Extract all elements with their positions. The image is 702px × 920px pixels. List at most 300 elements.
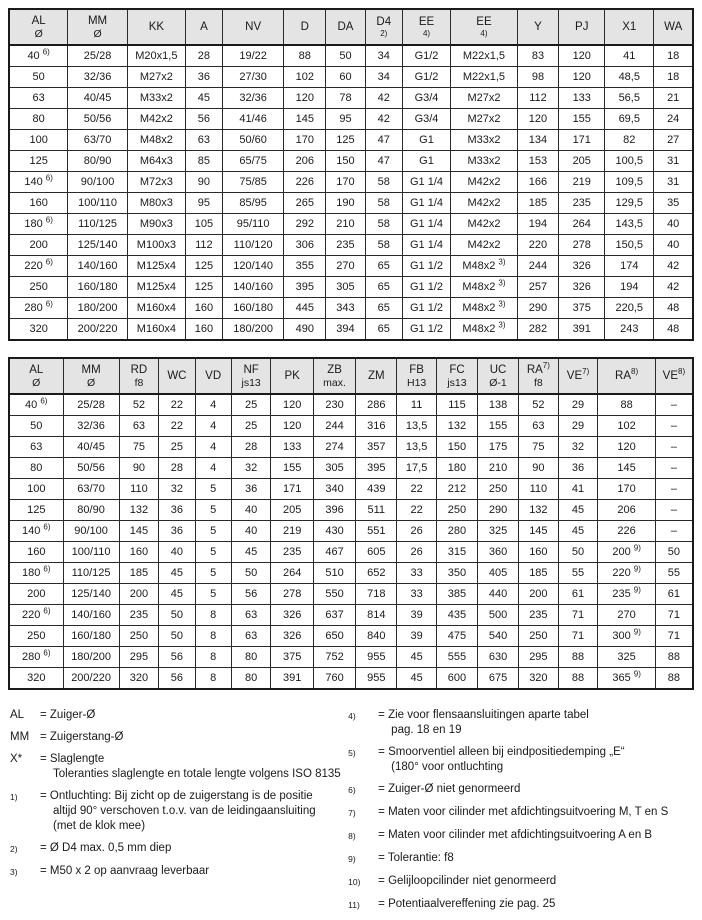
table-cell: 630 <box>478 647 519 668</box>
footnote-text: = Zuiger-Ø niet genormeerd <box>378 783 521 795</box>
table-cell: 58 <box>365 214 402 235</box>
table-cell: 34 <box>365 45 402 67</box>
table-cell: 48,5 <box>605 67 654 88</box>
table-cell: G1 1/4 <box>402 193 451 214</box>
table-cell: 34 <box>365 67 402 88</box>
table-cell: 290 <box>478 500 519 521</box>
table-cell: 22 <box>159 394 195 416</box>
table-cell: 98 <box>517 67 559 88</box>
table-cell: 27 <box>654 130 693 151</box>
table-cell: 180/200 <box>222 319 284 341</box>
column-header: FB H13 <box>397 358 437 394</box>
footnotes-left-column <box>10 708 344 920</box>
footnote-text: = Slaglengte Toleranties slaglengte en totale lengte volgens ISO 8135 <box>40 753 341 780</box>
table-cell: 85/95 <box>222 193 284 214</box>
table-cell: – <box>655 437 693 458</box>
table-cell: 320 <box>9 668 63 690</box>
table-cell: 385 <box>436 584 477 605</box>
table-cell: 435 <box>436 605 477 626</box>
table-cell: 120 <box>559 45 605 67</box>
table-cell: 125 <box>185 277 222 298</box>
table-cell: 132 <box>119 500 159 521</box>
table-cell: 445 <box>284 298 326 319</box>
table-row <box>9 256 693 277</box>
footnote-item <box>10 864 344 880</box>
table-cell: 80/90 <box>68 151 128 172</box>
table-cell: 270 <box>598 605 655 626</box>
table-cell: M48x2 $^{3)}$ <box>451 298 517 319</box>
table-cell: 11 <box>397 394 437 416</box>
table-cell: 206 <box>284 151 326 172</box>
table-cell: 160 <box>9 542 63 563</box>
table-cell: 90 <box>519 458 559 479</box>
footnote-term: 11) <box>348 900 360 910</box>
column-header: PK <box>271 358 313 394</box>
table-cell: 343 <box>326 298 366 319</box>
table-row <box>9 193 693 214</box>
table-cell: 235 <box>559 193 605 214</box>
table-cell: 45 <box>558 500 598 521</box>
table-row <box>9 668 693 690</box>
table-cell: 56 <box>231 584 271 605</box>
table-cell: 41 <box>605 45 654 67</box>
table-cell: 185 <box>517 193 559 214</box>
table-cell: 71 <box>655 605 693 626</box>
table-cell: 365 $^{9)}$ <box>598 668 655 690</box>
table-cell: 200 <box>519 584 559 605</box>
footnote-term: 8) <box>348 831 356 841</box>
table-cell: 145 <box>119 521 159 542</box>
table-cell: 63 <box>519 416 559 437</box>
footnote-term: AL <box>10 709 25 721</box>
table-cell: 155 <box>478 416 519 437</box>
table-cell: 45 <box>185 88 222 109</box>
table-cell: 551 <box>356 521 397 542</box>
column-header: WA <box>654 9 693 45</box>
table-cell: 50 <box>655 542 693 563</box>
table-cell: 42 <box>365 88 402 109</box>
table-cell: 250 <box>119 626 159 647</box>
table-cell: 180 $^{6)}$ <box>9 214 68 235</box>
footnotes-section <box>8 708 694 920</box>
table-cell: 306 <box>284 235 326 256</box>
footnote-text: = Ontluchting: Bij zicht op de zuigerstang is de positie altijd 90° verschoven t.o.v. van de leidingaansluiting (met de klok mee) <box>40 790 316 832</box>
table-cell: 80 <box>9 458 63 479</box>
table-cell: 71 <box>558 605 598 626</box>
table-cell: 138 <box>478 394 519 416</box>
table-cell: 56 <box>185 109 222 130</box>
table-cell: 36 <box>159 521 195 542</box>
table-cell: 13,5 <box>397 416 437 437</box>
table-cell: 28 <box>231 437 271 458</box>
table-cell: 430 <box>313 521 355 542</box>
table-cell: 292 <box>284 214 326 235</box>
table-cell: 145 <box>519 521 559 542</box>
table-cell: 316 <box>356 416 397 437</box>
column-header: PJ <box>559 9 605 45</box>
table-cell: 133 <box>559 88 605 109</box>
table-cell: M48x2 $^{3)}$ <box>451 277 517 298</box>
table-cell: 290 <box>517 298 559 319</box>
table-row <box>9 605 693 626</box>
column-header: A <box>185 9 222 45</box>
table-cell: M48x2 $^{3)}$ <box>451 256 517 277</box>
table-cell: G1 <box>402 130 451 151</box>
table-cell: 206 <box>598 500 655 521</box>
column-header: RD f8 <box>119 358 159 394</box>
table-cell: 326 <box>559 277 605 298</box>
footnote-term: MM <box>10 731 30 743</box>
table-cell: 340 <box>313 479 355 500</box>
table-cell: 18 <box>654 67 693 88</box>
table-cell: 50 <box>159 605 195 626</box>
column-header: ZB max. <box>313 358 355 394</box>
table-cell: 63 <box>119 416 159 437</box>
table-cell: 52 <box>119 394 159 416</box>
table-cell: 50 <box>326 45 366 67</box>
table-cell: M27x2 <box>127 67 185 88</box>
table-cell: 360 <box>478 542 519 563</box>
table-cell: 475 <box>436 626 477 647</box>
table-cell: 21 <box>654 88 693 109</box>
table-cell: G1 1/2 <box>402 319 451 341</box>
table-cell: 22 <box>159 416 195 437</box>
table-cell: 439 <box>356 479 397 500</box>
table-cell: M80x3 <box>127 193 185 214</box>
table-cell: 143,5 <box>605 214 654 235</box>
table-cell: 55 <box>655 563 693 584</box>
table-cell: G1 1/2 <box>402 256 451 277</box>
table-cell: 171 <box>559 130 605 151</box>
table-cell: 219 <box>559 172 605 193</box>
table-cell: 320 <box>519 668 559 690</box>
table-cell: 50/60 <box>222 130 284 151</box>
column-header: ZM <box>356 358 397 394</box>
footnote-text: = Zie voor flensaansluitingen aparte tabel pag. 18 en 19 <box>378 709 589 736</box>
table-cell: 467 <box>313 542 355 563</box>
table-cell: 325 <box>598 647 655 668</box>
table-cell: 18 <box>654 45 693 67</box>
table-cell: 180/200 <box>63 647 119 668</box>
footnote-term: 5) <box>348 748 356 758</box>
footnote-text: = Zuigerstang-Ø <box>40 731 124 743</box>
table-row <box>9 235 693 256</box>
table-cell: M160x4 <box>127 298 185 319</box>
column-header: D <box>284 9 326 45</box>
column-header: AL Ø <box>9 358 63 394</box>
table-cell: 58 <box>365 193 402 214</box>
table-cell: 32/36 <box>68 67 128 88</box>
table-row <box>9 88 693 109</box>
table-cell: 71 <box>558 626 598 647</box>
table-cell: 278 <box>559 235 605 256</box>
table-cell: 286 <box>356 394 397 416</box>
table-row <box>9 563 693 584</box>
table-cell: 52 <box>519 394 559 416</box>
table-cell: 47 <box>365 130 402 151</box>
table-cell: 100/110 <box>63 542 119 563</box>
table-cell: 257 <box>517 277 559 298</box>
table-cell: 235 <box>326 235 366 256</box>
table-cell: 33 <box>397 584 437 605</box>
table-cell: 63 <box>231 626 271 647</box>
table-cell: 160 <box>185 298 222 319</box>
footnote-text: = Gelijloopcilinder niet genormeerd <box>378 875 557 887</box>
table-cell: M42x2 <box>451 172 517 193</box>
table-cell: 25/28 <box>63 394 119 416</box>
table-cell: 145 <box>598 458 655 479</box>
table-row <box>9 319 693 341</box>
column-header: VD <box>195 358 231 394</box>
table-cell: 120 <box>271 394 313 416</box>
table-cell: 150,5 <box>605 235 654 256</box>
footnotes-right-column <box>344 708 696 920</box>
table-cell: 140/160 <box>63 605 119 626</box>
table-cell: 185 <box>119 563 159 584</box>
table-cell: 220,5 <box>605 298 654 319</box>
table-cell: – <box>655 521 693 542</box>
table-cell: 39 <box>397 605 437 626</box>
table-cell: 63 <box>185 130 222 151</box>
column-header: EE 4) <box>402 9 451 45</box>
table-row <box>9 500 693 521</box>
table-cell: 56,5 <box>605 88 654 109</box>
table-cell: 955 <box>356 647 397 668</box>
table-cell: 32 <box>159 479 195 500</box>
table-cell: 170 <box>326 172 366 193</box>
table-cell: 125 <box>9 151 68 172</box>
table-cell: 326 <box>271 605 313 626</box>
table-cell: 5 <box>195 521 231 542</box>
column-header: Y <box>517 9 559 45</box>
table-cell: 320 <box>119 668 159 690</box>
table-cell: 205 <box>271 500 313 521</box>
table-cell: 90/100 <box>63 521 119 542</box>
table-cell: 78 <box>326 88 366 109</box>
table-cell: 40 $^{6)}$ <box>9 45 68 67</box>
table-cell: 8 <box>195 647 231 668</box>
table-cell: 355 <box>284 256 326 277</box>
table-cell: 36 <box>558 458 598 479</box>
table-cell: 250 <box>519 626 559 647</box>
table-row <box>9 172 693 193</box>
table-cell: 109,5 <box>605 172 654 193</box>
footnote-item <box>348 708 696 738</box>
table-cell: 200/220 <box>68 319 128 341</box>
footnote-term: X* <box>10 753 23 765</box>
footnote-text: = Potentiaalvereffening zie pag. 25 <box>378 898 556 910</box>
table-cell: 120 <box>517 109 559 130</box>
table-cell: G3/4 <box>402 88 451 109</box>
table-cell: 295 <box>119 647 159 668</box>
table-cell: 25 <box>231 416 271 437</box>
table-cell: G1/2 <box>402 67 451 88</box>
table-cell: 250 <box>9 626 63 647</box>
table-cell: 88 <box>558 668 598 690</box>
table-cell: 42 <box>365 109 402 130</box>
table-cell: – <box>655 458 693 479</box>
table-cell: 326 <box>271 626 313 647</box>
table-cell: 652 <box>356 563 397 584</box>
table-cell: 25 <box>159 437 195 458</box>
table-cell: 125 <box>326 130 366 151</box>
table-cell: 270 <box>326 256 366 277</box>
table-cell: 85 <box>185 151 222 172</box>
table-cell: 110/125 <box>68 214 128 235</box>
footnote-term: 10) <box>348 877 361 887</box>
table-cell: M48x2 $^{3)}$ <box>451 319 517 341</box>
table-cell: 40 <box>654 235 693 256</box>
table-row <box>9 416 693 437</box>
table-cell: 350 <box>436 563 477 584</box>
table-cell: 212 <box>436 479 477 500</box>
table-row <box>9 542 693 563</box>
footnote-item <box>10 730 344 745</box>
table-cell: 243 <box>605 319 654 341</box>
table-cell: 150 <box>436 437 477 458</box>
table-cell: 90 <box>185 172 222 193</box>
table-cell: 102 <box>598 416 655 437</box>
table-cell: 140 $^{6)}$ <box>9 172 68 193</box>
table-cell: – <box>655 416 693 437</box>
table-cell: 125 <box>185 256 222 277</box>
table-cell: 65/75 <box>222 151 284 172</box>
table-cell: 5 <box>195 500 231 521</box>
table-cell: 5 <box>195 542 231 563</box>
table-cell: 185 <box>519 563 559 584</box>
table-cell: 40 <box>231 500 271 521</box>
table-cell: 264 <box>559 214 605 235</box>
table-cell: 120 <box>284 88 326 109</box>
table-cell: 120 <box>598 437 655 458</box>
footnote-text: = Zuiger-Ø <box>40 709 96 721</box>
footnote-item <box>348 745 696 775</box>
table-cell: 100 <box>9 479 63 500</box>
table-cell: 5 <box>195 479 231 500</box>
table-cell: M72x3 <box>127 172 185 193</box>
table-cell: 155 <box>271 458 313 479</box>
table-cell: G1 1/4 <box>402 172 451 193</box>
column-header: KK <box>127 9 185 45</box>
table-cell: 42 <box>654 256 693 277</box>
table-cell: M22x1,5 <box>451 67 517 88</box>
footnote-text: = M50 x 2 op aanvraag leverbaar <box>40 865 210 877</box>
table-row <box>9 437 693 458</box>
table-cell: 115 <box>436 394 477 416</box>
column-header: DA <box>326 9 366 45</box>
table-cell: 394 <box>326 319 366 341</box>
table-cell: 490 <box>284 319 326 341</box>
table-cell: 4 <box>195 437 231 458</box>
table-cell: 250 <box>478 479 519 500</box>
table-cell: 396 <box>313 500 355 521</box>
table-row <box>9 45 693 67</box>
table-cell: 60 <box>326 67 366 88</box>
table-cell: 90 <box>119 458 159 479</box>
table-cell: 391 <box>559 319 605 341</box>
table-cell: 40 $^{6)}$ <box>9 394 63 416</box>
table-cell: 250 <box>436 500 477 521</box>
table-cell: 112 <box>185 235 222 256</box>
table-cell: 63/70 <box>63 479 119 500</box>
table-cell: 58 <box>365 235 402 256</box>
table-cell: – <box>655 394 693 416</box>
table-cell: 31 <box>654 151 693 172</box>
table-row <box>9 298 693 319</box>
table-cell: 83 <box>517 45 559 67</box>
table-cell: 220 $^{6)}$ <box>9 605 63 626</box>
table-cell: 125/140 <box>63 584 119 605</box>
table-cell: 120 <box>559 67 605 88</box>
table-cell: 280 $^{6)}$ <box>9 298 68 319</box>
table-cell: 105 <box>185 214 222 235</box>
table-cell: 814 <box>356 605 397 626</box>
table-cell: 75 <box>119 437 159 458</box>
table-cell: 605 <box>356 542 397 563</box>
footnote-item <box>10 752 344 782</box>
table-cell: 134 <box>517 130 559 151</box>
table-cell: M42x2 <box>127 109 185 130</box>
table-cell: 171 <box>271 479 313 500</box>
column-header: VE$^{7)}$ <box>558 358 598 394</box>
table-cell: 120 <box>271 416 313 437</box>
table-cell: 305 <box>313 458 355 479</box>
table-cell: 235 <box>119 605 159 626</box>
table-cell: 395 <box>356 458 397 479</box>
footnote-item <box>10 708 344 723</box>
table-cell: M125x4 <box>127 277 185 298</box>
table-cell: 65 <box>365 256 402 277</box>
table-cell: 150 <box>326 151 366 172</box>
footnote-term: 2) <box>10 844 18 854</box>
table-cell: 160 <box>9 193 68 214</box>
table-cell: 200 <box>119 584 159 605</box>
table-cell: 220 $^{9)}$ <box>598 563 655 584</box>
table-cell: 540 <box>478 626 519 647</box>
table-cell: 220 $^{6)}$ <box>9 256 68 277</box>
table-cell: 69,5 <box>605 109 654 130</box>
table-cell: M42x2 <box>451 214 517 235</box>
table-cell: 230 <box>313 394 355 416</box>
table-cell: 29 <box>558 416 598 437</box>
table-cell: 48 <box>654 319 693 341</box>
table-cell: M27x2 <box>451 109 517 130</box>
table-cell: 88 <box>598 394 655 416</box>
table-cell: 75 <box>519 437 559 458</box>
table-row <box>9 479 693 500</box>
column-header: UC Ø-1 <box>478 358 519 394</box>
table-cell: 160 <box>519 542 559 563</box>
table-cell: 19/22 <box>222 45 284 67</box>
table-cell: M90x3 <box>127 214 185 235</box>
table-cell: 160/180 <box>222 298 284 319</box>
table-cell: 40 <box>231 521 271 542</box>
table-cell: 63 <box>231 605 271 626</box>
footnote-text: = Ø D4 max. 0,5 mm diep <box>40 842 172 854</box>
table-cell: G1 1/2 <box>402 277 451 298</box>
table-cell: M100x3 <box>127 235 185 256</box>
table-row <box>9 277 693 298</box>
table-cell: 29 <box>558 394 598 416</box>
table-cell: 250 <box>9 277 68 298</box>
table-cell: M48x2 <box>127 130 185 151</box>
table-cell: 675 <box>478 668 519 690</box>
table-cell: 510 <box>313 563 355 584</box>
table-cell: 50 <box>231 563 271 584</box>
table-cell: 40 <box>159 542 195 563</box>
table-row <box>9 458 693 479</box>
table-cell: G1 1/4 <box>402 235 451 256</box>
